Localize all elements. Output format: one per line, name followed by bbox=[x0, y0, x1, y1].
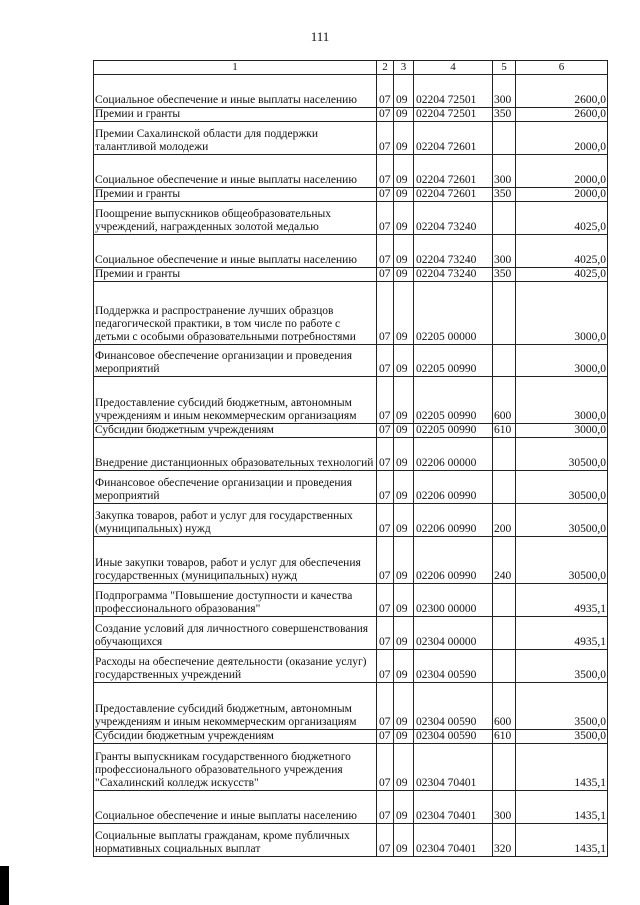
cell-c2: 07 bbox=[377, 537, 394, 584]
cell-c3: 09 bbox=[394, 683, 414, 730]
cell-c3: 09 bbox=[394, 438, 414, 471]
table-row bbox=[94, 537, 608, 584]
cell-c2: 07 bbox=[377, 504, 394, 537]
cell-sum: 1435,1 bbox=[516, 744, 608, 791]
cell-c2: 07 bbox=[377, 730, 394, 744]
cell-code: 02206 00990 bbox=[414, 537, 493, 584]
cell-code: 02204 73240 bbox=[414, 235, 493, 268]
cell-name: Внедрение дистанционных образовательных технологий bbox=[94, 438, 377, 471]
cell-name: Субсидии бюджетным учреждениям bbox=[94, 424, 377, 438]
cell-name: Подпрограмма "Повышение доступности и качества профессионального образования" bbox=[94, 584, 377, 617]
cell-c5 bbox=[493, 345, 516, 377]
cell-c3: 09 bbox=[394, 282, 414, 345]
table-row bbox=[94, 75, 608, 108]
cell-c2: 07 bbox=[377, 791, 394, 824]
cell-c5: 350 bbox=[493, 108, 516, 122]
cell-c5 bbox=[493, 744, 516, 791]
cell-code: 02304 70401 bbox=[414, 791, 493, 824]
header-cell: 6 bbox=[516, 61, 608, 75]
cell-code: 02204 72601 bbox=[414, 122, 493, 155]
cell-c5 bbox=[493, 438, 516, 471]
cell-sum: 30500,0 bbox=[516, 438, 608, 471]
cell-c3: 09 bbox=[394, 824, 414, 857]
cell-name: Создание условий для личностного совершенствования обучающихся bbox=[94, 617, 377, 650]
header-cell: 5 bbox=[493, 61, 516, 75]
cell-code: 02206 00000 bbox=[414, 438, 493, 471]
cell-c3: 09 bbox=[394, 504, 414, 537]
table-row bbox=[94, 471, 608, 504]
table-header-row bbox=[94, 61, 608, 75]
cell-c5: 300 bbox=[493, 791, 516, 824]
cell-name: Закупка товаров, работ и услуг для государственных (муниципальных) нужд bbox=[94, 504, 377, 537]
cell-name: Премии и гранты bbox=[94, 108, 377, 122]
cell-c2: 07 bbox=[377, 824, 394, 857]
cell-c5: 350 bbox=[493, 268, 516, 282]
cell-sum: 4935,1 bbox=[516, 617, 608, 650]
cell-name: Субсидии бюджетным учреждениям bbox=[94, 730, 377, 744]
page-number: 111 bbox=[310, 29, 330, 44]
cell-code: 02304 00590 bbox=[414, 730, 493, 744]
cell-code: 02304 70401 bbox=[414, 824, 493, 857]
cell-c2: 07 bbox=[377, 75, 394, 108]
table-row bbox=[94, 108, 608, 122]
cell-code: 02205 00990 bbox=[414, 377, 493, 424]
cell-c3: 09 bbox=[394, 617, 414, 650]
cell-c5: 320 bbox=[493, 824, 516, 857]
cell-code: 02205 00000 bbox=[414, 282, 493, 345]
table-row bbox=[94, 438, 608, 471]
cell-c3: 09 bbox=[394, 584, 414, 617]
cell-c2: 07 bbox=[377, 235, 394, 268]
cell-name: Поддержка и распространение лучших образцов педагогической практики, в том числе по работе с детьми с особыми образовательными потребностями bbox=[94, 282, 377, 345]
cell-code: 02204 72601 bbox=[414, 155, 493, 188]
cell-sum: 3500,0 bbox=[516, 730, 608, 744]
cell-code: 02206 00990 bbox=[414, 471, 493, 504]
table-row bbox=[94, 268, 608, 282]
table-row bbox=[94, 424, 608, 438]
cell-name: Социальное обеспечение и иные выплаты населению bbox=[94, 235, 377, 268]
cell-name: Премии и гранты bbox=[94, 268, 377, 282]
cell-name: Финансовое обеспечение организации и проведения мероприятий bbox=[94, 345, 377, 377]
cell-c5: 300 bbox=[493, 75, 516, 108]
cell-name: Социальное обеспечение и иные выплаты населению bbox=[94, 75, 377, 108]
cell-sum: 4025,0 bbox=[516, 235, 608, 268]
cell-c5 bbox=[493, 650, 516, 683]
cell-c5: 610 bbox=[493, 730, 516, 744]
cell-c2: 07 bbox=[377, 584, 394, 617]
cell-sum: 3000,0 bbox=[516, 424, 608, 438]
cell-c3: 09 bbox=[394, 108, 414, 122]
cell-c2: 07 bbox=[377, 108, 394, 122]
table-row bbox=[94, 155, 608, 188]
table-row bbox=[94, 650, 608, 683]
table-row bbox=[94, 730, 608, 744]
cell-sum: 3000,0 bbox=[516, 282, 608, 345]
cell-code: 02304 00000 bbox=[414, 617, 493, 650]
cell-c3: 09 bbox=[394, 345, 414, 377]
cell-sum: 30500,0 bbox=[516, 471, 608, 504]
table-row bbox=[94, 683, 608, 730]
cell-name: Премии и гранты bbox=[94, 188, 377, 202]
cell-c2: 07 bbox=[377, 617, 394, 650]
table-row bbox=[94, 584, 608, 617]
table-row bbox=[94, 235, 608, 268]
scan-edge-mark bbox=[0, 866, 9, 905]
cell-c5: 600 bbox=[493, 683, 516, 730]
cell-c3: 09 bbox=[394, 650, 414, 683]
table-row bbox=[94, 504, 608, 537]
cell-name: Гранты выпускникам государственного бюджетного профессионального образовательного учреждения "Сахалинский колледж искусств" bbox=[94, 744, 377, 791]
cell-c2: 07 bbox=[377, 188, 394, 202]
cell-code: 02205 00990 bbox=[414, 424, 493, 438]
table-row bbox=[94, 122, 608, 155]
cell-c5: 610 bbox=[493, 424, 516, 438]
cell-c5: 200 bbox=[493, 504, 516, 537]
cell-code: 02204 73240 bbox=[414, 202, 493, 235]
cell-sum: 1435,1 bbox=[516, 791, 608, 824]
table-row bbox=[94, 617, 608, 650]
cell-sum: 4025,0 bbox=[516, 268, 608, 282]
cell-name: Поощрение выпускников общеобразовательных учреждений, награжденных золотой медалью bbox=[94, 202, 377, 235]
cell-name: Иные закупки товаров, работ и услуг для обеспечения государственных (муниципальных) нужд bbox=[94, 537, 377, 584]
cell-c5: 300 bbox=[493, 155, 516, 188]
cell-c2: 07 bbox=[377, 345, 394, 377]
cell-c2: 07 bbox=[377, 122, 394, 155]
cell-name: Социальные выплаты гражданам, кроме публичных нормативных социальных выплат bbox=[94, 824, 377, 857]
cell-c2: 07 bbox=[377, 438, 394, 471]
cell-c3: 09 bbox=[394, 424, 414, 438]
cell-code: 02300 00000 bbox=[414, 584, 493, 617]
cell-c2: 07 bbox=[377, 471, 394, 504]
table-row bbox=[94, 791, 608, 824]
cell-sum: 3500,0 bbox=[516, 683, 608, 730]
cell-c5 bbox=[493, 122, 516, 155]
cell-code: 02204 72501 bbox=[414, 108, 493, 122]
cell-name: Расходы на обеспечение деятельности (оказание услуг) государственных учреждений bbox=[94, 650, 377, 683]
cell-c2: 07 bbox=[377, 683, 394, 730]
cell-code: 02204 72501 bbox=[414, 75, 493, 108]
cell-code: 02205 00990 bbox=[414, 345, 493, 377]
cell-c3: 09 bbox=[394, 155, 414, 188]
cell-sum: 2600,0 bbox=[516, 108, 608, 122]
cell-sum: 2000,0 bbox=[516, 155, 608, 188]
header-cell: 3 bbox=[394, 61, 414, 75]
cell-name: Предоставление субсидий бюджетным, автономным учреждениям и иным некоммерческим организациям bbox=[94, 683, 377, 730]
cell-c2: 07 bbox=[377, 282, 394, 345]
cell-c3: 09 bbox=[394, 730, 414, 744]
cell-c2: 07 bbox=[377, 155, 394, 188]
cell-c2: 07 bbox=[377, 377, 394, 424]
table-row bbox=[94, 188, 608, 202]
table-row bbox=[94, 377, 608, 424]
cell-code: 02206 00990 bbox=[414, 504, 493, 537]
cell-c5: 240 bbox=[493, 537, 516, 584]
cell-c3: 09 bbox=[394, 791, 414, 824]
cell-c3: 09 bbox=[394, 202, 414, 235]
header-cell: 1 bbox=[94, 61, 377, 75]
cell-c3: 09 bbox=[394, 377, 414, 424]
cell-c3: 09 bbox=[394, 471, 414, 504]
cell-c5 bbox=[493, 471, 516, 504]
cell-c5 bbox=[493, 584, 516, 617]
cell-c5: 300 bbox=[493, 235, 516, 268]
cell-sum: 4935,1 bbox=[516, 584, 608, 617]
table-row bbox=[94, 824, 608, 857]
cell-sum: 4025,0 bbox=[516, 202, 608, 235]
cell-code: 02304 00590 bbox=[414, 683, 493, 730]
cell-c5 bbox=[493, 617, 516, 650]
cell-sum: 3000,0 bbox=[516, 377, 608, 424]
cell-c5: 600 bbox=[493, 377, 516, 424]
cell-sum: 2600,0 bbox=[516, 75, 608, 108]
budget-table bbox=[93, 60, 608, 857]
cell-c3: 09 bbox=[394, 744, 414, 791]
cell-sum: 2000,0 bbox=[516, 122, 608, 155]
cell-c5 bbox=[493, 282, 516, 345]
cell-name: Социальное обеспечение и иные выплаты населению bbox=[94, 791, 377, 824]
cell-c2: 07 bbox=[377, 650, 394, 683]
table-row bbox=[94, 202, 608, 235]
cell-sum: 30500,0 bbox=[516, 537, 608, 584]
cell-code: 02304 70401 bbox=[414, 744, 493, 791]
cell-code: 02304 00590 bbox=[414, 650, 493, 683]
cell-sum: 3500,0 bbox=[516, 650, 608, 683]
cell-c2: 07 bbox=[377, 424, 394, 438]
cell-c3: 09 bbox=[394, 537, 414, 584]
cell-c3: 09 bbox=[394, 268, 414, 282]
cell-c3: 09 bbox=[394, 235, 414, 268]
cell-sum: 1435,1 bbox=[516, 824, 608, 857]
table-row bbox=[94, 345, 608, 377]
cell-name: Финансовое обеспечение организации и проведения мероприятий bbox=[94, 471, 377, 504]
cell-code: 02204 72601 bbox=[414, 188, 493, 202]
table-row bbox=[94, 282, 608, 345]
cell-sum: 30500,0 bbox=[516, 504, 608, 537]
table-row bbox=[94, 744, 608, 791]
cell-c3: 09 bbox=[394, 122, 414, 155]
cell-sum: 2000,0 bbox=[516, 188, 608, 202]
cell-c5 bbox=[493, 202, 516, 235]
cell-c2: 07 bbox=[377, 202, 394, 235]
cell-name: Предоставление субсидий бюджетным, автономным учреждениям и иным некоммерческим организациям bbox=[94, 377, 377, 424]
cell-c2: 07 bbox=[377, 744, 394, 791]
header-cell: 2 bbox=[377, 61, 394, 75]
cell-name: Социальное обеспечение и иные выплаты населению bbox=[94, 155, 377, 188]
cell-name: Премии Сахалинской области для поддержки талантливой молодежи bbox=[94, 122, 377, 155]
cell-code: 02204 73240 bbox=[414, 268, 493, 282]
cell-c3: 09 bbox=[394, 75, 414, 108]
header-cell: 4 bbox=[414, 61, 493, 75]
cell-sum: 3000,0 bbox=[516, 345, 608, 377]
cell-c2: 07 bbox=[377, 268, 394, 282]
cell-c5: 350 bbox=[493, 188, 516, 202]
cell-c3: 09 bbox=[394, 188, 414, 202]
